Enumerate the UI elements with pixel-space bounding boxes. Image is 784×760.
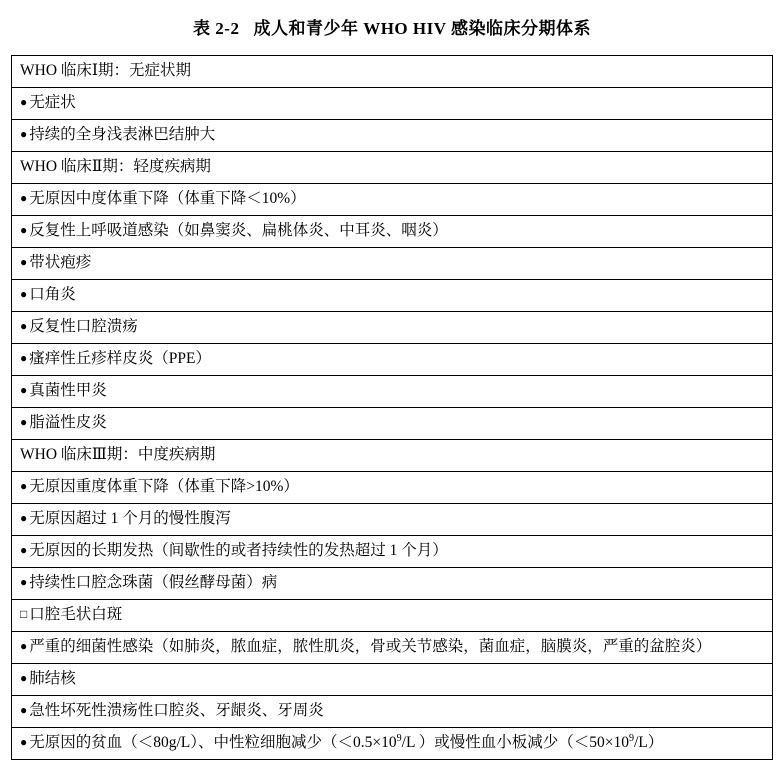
stage-item-label: 真菌性甲炎 bbox=[29, 382, 107, 399]
table-row bbox=[12, 728, 773, 760]
stage-item-cell bbox=[12, 600, 773, 632]
filled-bullet-icon bbox=[20, 734, 29, 751]
filled-bullet-icon bbox=[20, 574, 29, 591]
caption-number: 表 2-2 bbox=[193, 19, 240, 38]
stage-item-cell bbox=[12, 568, 773, 600]
table-row bbox=[12, 600, 773, 632]
stage-item-cell bbox=[12, 664, 773, 696]
stage-item-cell bbox=[12, 344, 773, 376]
filled-bullet-icon bbox=[20, 702, 29, 719]
stage-item-cell bbox=[12, 504, 773, 536]
stage-item-cell bbox=[12, 696, 773, 728]
stage-header-row bbox=[12, 440, 773, 472]
table-row bbox=[12, 664, 773, 696]
filled-bullet-icon bbox=[20, 286, 29, 303]
table-row bbox=[12, 376, 773, 408]
stage-header-cell bbox=[12, 440, 773, 472]
stage-item-cell bbox=[12, 120, 773, 152]
table-row bbox=[12, 632, 773, 664]
table-row bbox=[12, 248, 773, 280]
table-row bbox=[12, 344, 773, 376]
filled-bullet-icon bbox=[20, 254, 29, 271]
stage-item-label: 口角炎 bbox=[29, 286, 76, 303]
stage-item-label: 无原因的贫血（＜80g/L）、中性粒细胞减少（$<0.5\times 10^9/L$ ）或慢性血小板减少$(<50\times 10^9/L)$ bbox=[29, 732, 664, 751]
table-row bbox=[12, 472, 773, 504]
filled-bullet-icon bbox=[20, 94, 29, 111]
stage-item-cell bbox=[12, 536, 773, 568]
stage-item-label: 无原因重度体重下降（体重下降>10%） bbox=[29, 478, 299, 495]
stage-item-label: 无原因超过 1 个月的慢性腹泻 bbox=[29, 510, 231, 527]
stage-item-label: 无原因中度体重下降（体重下降＜10%） bbox=[29, 190, 306, 207]
filled-bullet-icon bbox=[20, 222, 29, 239]
stage-item-label: 严重的细菌性感染（如肺炎，脓血症，脓性肌炎，骨或关节感染，菌血症，脑膜炎，严重的盆腔炎） bbox=[29, 638, 712, 655]
stage-item-label: 口腔毛状白斑 bbox=[29, 606, 123, 623]
table-caption bbox=[0, 0, 784, 55]
stage-header-row bbox=[12, 152, 773, 184]
stage-item-cell bbox=[12, 408, 773, 440]
table-row bbox=[12, 536, 773, 568]
table-row bbox=[12, 120, 773, 152]
stage-item-cell bbox=[12, 632, 773, 664]
stage-item-cell bbox=[12, 216, 773, 248]
stage-item-cell bbox=[12, 248, 773, 280]
stage-item-label: 无症状 bbox=[29, 94, 76, 111]
stage-item-cell bbox=[12, 88, 773, 120]
stage-header-label: WHO 临床Ⅰ期：无症状期 bbox=[20, 62, 192, 79]
stage-item-cell bbox=[12, 184, 773, 216]
filled-bullet-icon bbox=[20, 510, 29, 527]
filled-bullet-icon bbox=[20, 382, 29, 399]
table-row bbox=[12, 696, 773, 728]
stage-item-cell bbox=[12, 728, 773, 760]
table-row bbox=[12, 568, 773, 600]
stage-header-cell bbox=[12, 56, 773, 88]
filled-bullet-icon bbox=[20, 126, 29, 143]
stage-item-cell bbox=[12, 376, 773, 408]
caption-title: 成人和青少年 WHO HIV 感染临床分期体系 bbox=[253, 19, 591, 38]
stage-item-label: 持续性口腔念珠菌（假丝酵母菌）病 bbox=[29, 574, 278, 591]
stage-item-label: 带状疱疹 bbox=[29, 254, 92, 271]
stage-item-label: 反复性口腔溃疡 bbox=[29, 318, 138, 335]
stage-item-cell bbox=[12, 280, 773, 312]
table-row bbox=[12, 312, 773, 344]
table-row bbox=[12, 280, 773, 312]
filled-bullet-icon bbox=[20, 542, 29, 559]
stage-header-cell bbox=[12, 152, 773, 184]
stage-item-label: 瘙痒性丘疹样皮炎（PPE） bbox=[29, 350, 211, 367]
filled-bullet-icon bbox=[20, 414, 29, 431]
table-row bbox=[12, 408, 773, 440]
filled-bullet-icon bbox=[20, 670, 29, 687]
filled-bullet-icon bbox=[20, 190, 29, 207]
stage-item-label: 急性坏死性溃疡性口腔炎、牙龈炎、牙周炎 bbox=[29, 702, 324, 719]
stage-item-label: 脂溢性皮炎 bbox=[29, 414, 107, 431]
who-hiv-clinical-staging-table bbox=[11, 55, 773, 760]
stage-header-label: WHO 临床Ⅲ期：中度疾病期 bbox=[20, 446, 216, 463]
table-row bbox=[12, 216, 773, 248]
stage-item-cell bbox=[12, 312, 773, 344]
table-row bbox=[12, 88, 773, 120]
filled-bullet-icon bbox=[20, 638, 29, 655]
filled-bullet-icon bbox=[20, 318, 29, 335]
stage-header-label: WHO 临床Ⅱ期：轻度疾病期 bbox=[20, 158, 211, 175]
stage-item-label: 无原因的长期发热（间歇性的或者持续性的发热超过 1 个月） bbox=[29, 542, 448, 559]
filled-bullet-icon bbox=[20, 350, 29, 367]
stage-item-cell bbox=[12, 472, 773, 504]
table-row bbox=[12, 184, 773, 216]
stage-item-label: 持续的全身浅表淋巴结肿大 bbox=[29, 126, 216, 143]
stage-item-label: 肺结核 bbox=[29, 670, 76, 687]
table-body bbox=[12, 56, 773, 760]
hollow-square-icon bbox=[20, 606, 29, 623]
table-row bbox=[12, 504, 773, 536]
stage-item-label: 反复性上呼吸道感染（如鼻窦炎、扁桃体炎、中耳炎、咽炎） bbox=[29, 222, 448, 239]
stage-header-row bbox=[12, 56, 773, 88]
filled-bullet-icon bbox=[20, 478, 29, 495]
